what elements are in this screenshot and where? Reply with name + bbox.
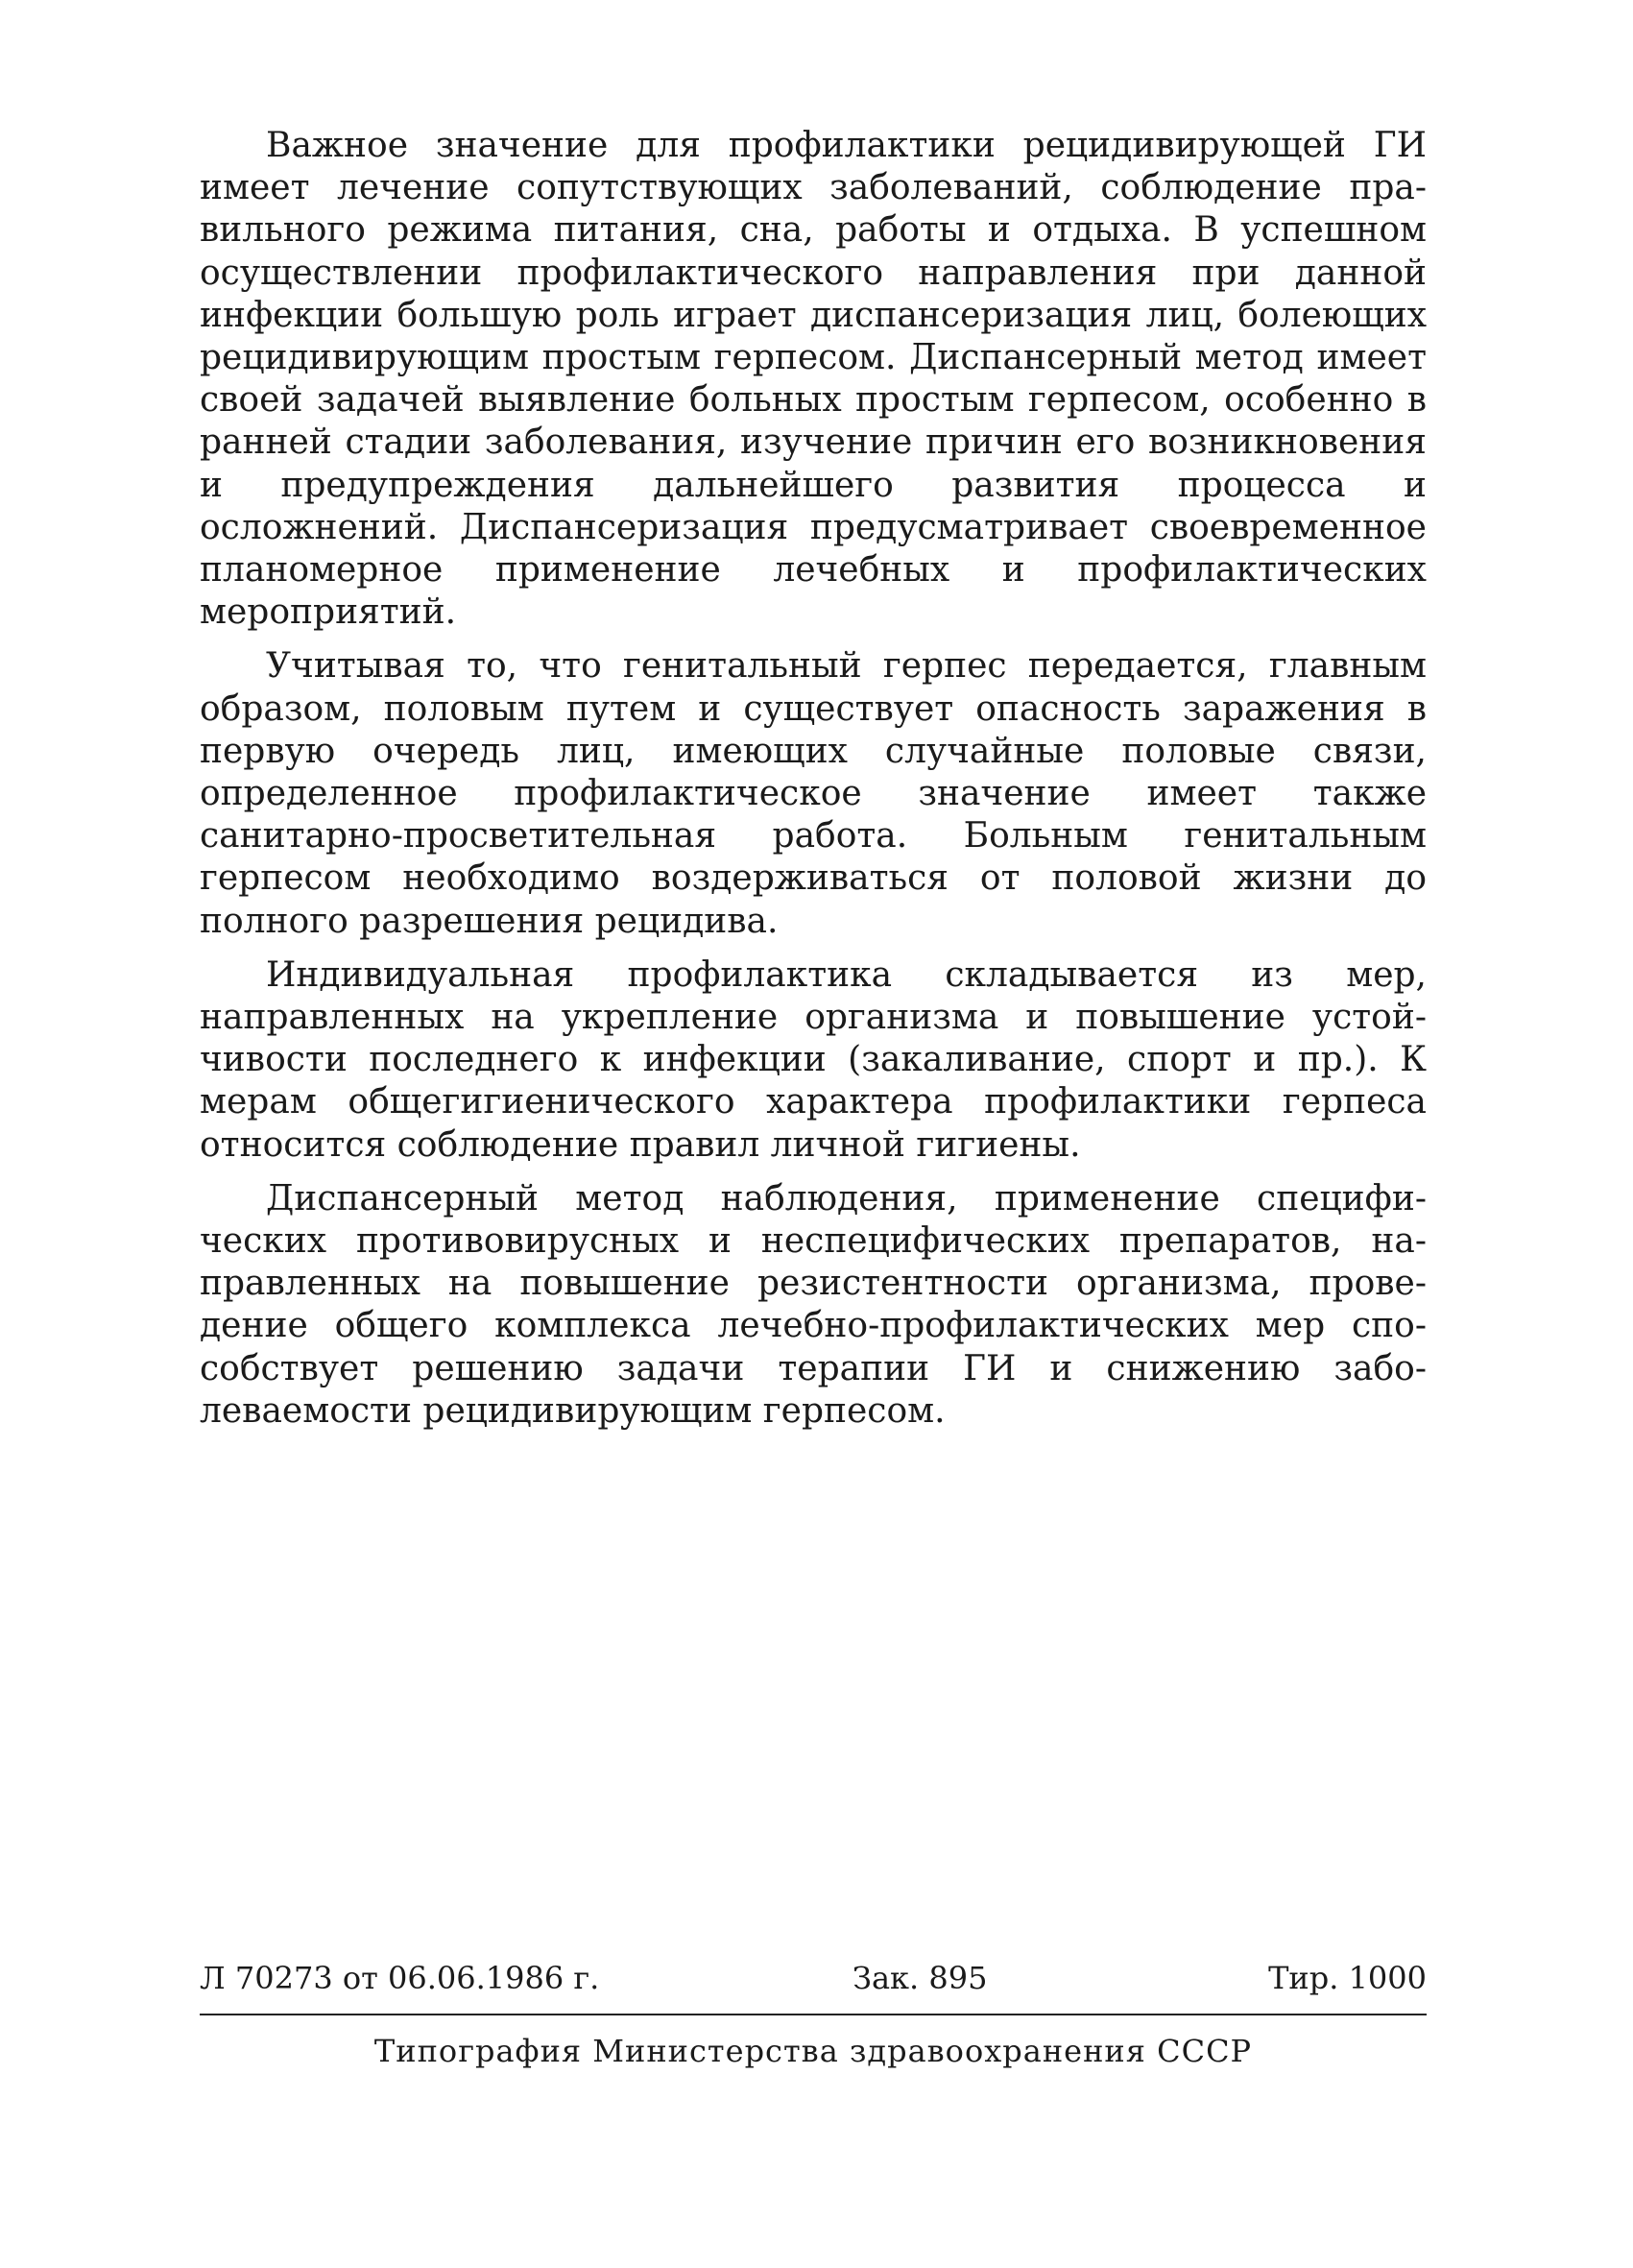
paragraph-genital-herpes-transmission: Учитывая то, что генитальный герпес передается, главным образом, половым путем и существует опасность заражения в первую очередь лиц, имеющих случайные половые связи, определенное профилактическое значение имеет также санитарно-просветительная работа. Больным генитальным герпесом необходимо воздерживаться от половой жизни до полного разрешения рецидива.: [200, 646, 1427, 941]
paragraph-prevention-importance: Важное значение для профилактики рецидивирующей ГИ имеет лечение сопутствующих заболеваний, соблюдение правильного режима питания, сна, работы и отдыха. В успешном осуществлении профилактического направления при данной инфекции большую роль играет диспансеризация лиц, болеющих рецидивирующим простым герпесом. Диспансерный метод имеет своей задачей выявление больных простым герпесом, особенно в ранней стадии заболевания, изучение причин его возникновения и предупреждения дальнейшего развития процесса и осложнений. Диспансеризация предусматривает своевременное планомерное применение лечебных и профилактических мероприятий.: [200, 126, 1427, 633]
print-run: Тир. 1000: [1268, 1960, 1427, 1996]
paragraph-dispensary-method: Диспансерный метод наблюдения, применение специфических противовирусных и неспецифических препаратов, направленных на повышение резистентности организма, проведение общего комплекса лечебно-профилактических мер способствует решению задачи терапии ГИ и снижению заболеваемости рецидивирующим герпесом.: [200, 1178, 1427, 1431]
license-number: Л 70273 от 06.06.1986 г.: [200, 1960, 600, 1996]
colophon: [200, 1959, 1427, 2069]
paragraph-individual-prevention: Индивидуальная профилактика складывается из мер, направленных на укрепление организма и повышение устойчивости последнего к инфекции (закаливание, спорт и пр.). К мерам общегигиенического характера профилактики герпеса относится соблюдение правил личной гигиены.: [200, 954, 1427, 1165]
colophon-divider: [200, 2014, 1427, 2015]
colophon-row: [200, 1959, 1427, 2001]
order-number: Зак. 895: [853, 1960, 988, 1996]
main-text: [200, 125, 1427, 1444]
printer-name: Типография Министерства здравоохранения СССР: [373, 2033, 1253, 2069]
